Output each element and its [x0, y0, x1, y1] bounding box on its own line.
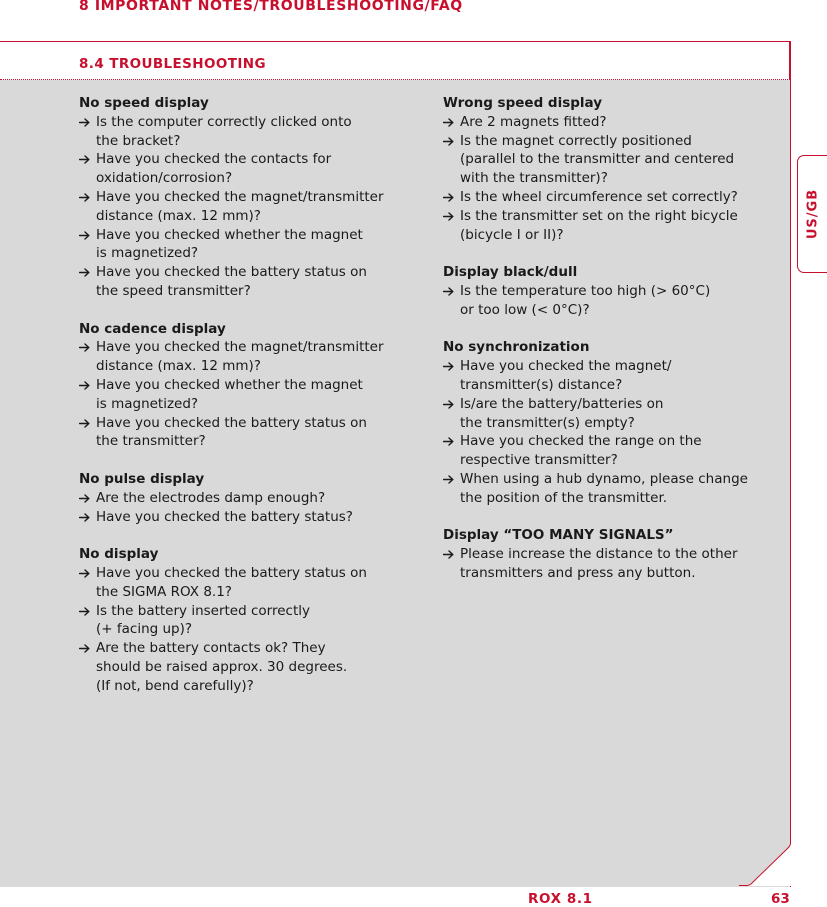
item-text-line: Is/are the battery/batteries on	[460, 395, 664, 412]
troubleshooting-group	[443, 263, 773, 319]
troubleshooting-group	[443, 94, 773, 244]
item-text-line: Are 2 magnets fitted?	[460, 113, 607, 130]
arrow-right-icon	[79, 188, 93, 206]
item-text-line: is magnetized?	[96, 245, 199, 262]
item-text-line: Have you checked whether the magnet	[96, 376, 363, 393]
item-text-line: the transmitter?	[96, 433, 206, 450]
arrow-right-icon	[443, 282, 457, 300]
item-text-line: Is the magnet correctly positioned	[460, 132, 692, 149]
group-title: No speed display	[79, 95, 209, 111]
group-title: No pulse display	[79, 470, 205, 487]
arrow-right-icon	[79, 508, 93, 526]
item-text-line: or too low (< 0°C)?	[460, 301, 590, 318]
item-text-line: transmitters and press any button.	[460, 564, 696, 581]
checklist-item	[79, 150, 409, 188]
item-text-line: When using a hub dynamo, please change	[460, 470, 748, 487]
page-number: 63	[771, 891, 790, 907]
arrow-right-icon	[443, 113, 457, 131]
checklist-item	[79, 338, 409, 376]
item-text-line: the SIGMA ROX 8.1?	[96, 583, 232, 600]
item-text-line: the position of the transmitter.	[460, 489, 668, 506]
arrow-right-icon	[79, 263, 93, 281]
arrow-right-icon	[443, 470, 457, 488]
item-text-line: Have you checked the contacts for	[96, 151, 332, 168]
arrow-right-icon	[79, 338, 93, 356]
checklist-item	[79, 414, 409, 452]
item-text-line: is magnetized?	[96, 395, 199, 412]
group-title: No cadence display	[79, 320, 226, 337]
item-text-line: Is the wheel circumference set correctly?	[460, 188, 738, 205]
item-text-line: Is the temperature too high (> 60°C)	[460, 282, 711, 299]
arrow-right-icon	[79, 639, 93, 657]
item-text-line: Please increase the distance to the other	[460, 546, 738, 563]
checklist-item	[443, 113, 773, 132]
checklist-item	[443, 132, 773, 188]
troubleshooting-group	[443, 526, 773, 582]
checklist-item	[443, 432, 773, 470]
item-text-line: Is the transmitter set on the right bicycle	[460, 207, 738, 224]
arrow-right-icon	[443, 132, 457, 150]
item-text-line: transmitter(s) distance?	[460, 376, 623, 393]
item-text-line: distance (max. 12 mm)?	[96, 207, 261, 224]
item-text-line: (If not, bend carefully)?	[96, 677, 254, 694]
group-title: Display black/dull	[443, 264, 578, 281]
checklist-item	[79, 602, 409, 640]
arrow-right-icon	[443, 545, 457, 563]
item-text-line: Have you checked the battery status on	[96, 564, 367, 581]
item-text-line: Have you checked whether the magnet	[96, 226, 363, 243]
arrow-right-icon	[443, 207, 457, 225]
chapter-title: 8 IMPORTANT NOTES/TROUBLESHOOTING/FAQ	[79, 0, 463, 14]
item-text-line: Have you checked the magnet/transmitter	[96, 188, 384, 205]
checklist-item	[443, 395, 773, 433]
left-column	[79, 94, 409, 714]
checklist-item	[79, 226, 409, 264]
group-title: Wrong speed display	[443, 95, 603, 111]
checklist-item	[79, 376, 409, 414]
arrow-right-icon	[79, 602, 93, 620]
right-column	[443, 94, 773, 602]
checklist-item	[443, 282, 773, 320]
checklist-item	[79, 508, 409, 527]
item-text-line: Are the electrodes damp enough?	[96, 489, 326, 506]
checklist-item	[443, 545, 773, 583]
item-text-line: the transmitter(s) empty?	[460, 414, 635, 431]
item-text-line: oxidation/corrosion?	[96, 170, 233, 187]
troubleshooting-group	[79, 470, 409, 526]
checklist-item	[443, 188, 773, 207]
checklist-item	[79, 188, 409, 226]
item-text-line: Have you checked the range on the	[460, 433, 702, 450]
troubleshooting-group	[443, 338, 773, 507]
item-text-line: Have you checked the battery status?	[96, 508, 353, 525]
panel-corner-cut	[739, 836, 791, 886]
language-tab[interactable]	[797, 155, 827, 273]
group-title: No display	[79, 546, 159, 563]
checklist-item	[443, 470, 773, 508]
checklist-item	[79, 263, 409, 301]
item-text-line: respective transmitter?	[460, 452, 618, 469]
checklist-item	[79, 113, 409, 151]
item-text-line: Are the battery contacts ok? They	[96, 640, 326, 657]
arrow-right-icon	[79, 489, 93, 507]
arrow-right-icon	[79, 150, 93, 168]
item-text-line: distance (max. 12 mm)?	[96, 358, 261, 375]
group-title: No synchronization	[443, 339, 590, 356]
footer-product-name: ROX 8.1	[528, 891, 593, 907]
arrow-right-icon	[79, 376, 93, 394]
item-text-line: should be raised approx. 30 degrees.	[96, 658, 348, 675]
arrow-right-icon	[443, 188, 457, 206]
troubleshooting-group	[79, 320, 409, 452]
arrow-right-icon	[79, 414, 93, 432]
checklist-item	[79, 489, 409, 508]
troubleshooting-group	[79, 545, 409, 695]
section-title: 8.4 TROUBLESHOOTING	[79, 56, 266, 72]
item-text-line: Have you checked the battery status on	[96, 414, 367, 431]
arrow-right-icon	[79, 226, 93, 244]
item-text-line: Have you checked the battery status on	[96, 264, 367, 281]
arrow-right-icon	[443, 357, 457, 375]
language-tab-label: US/GB	[805, 188, 820, 240]
item-text-line: the speed transmitter?	[96, 282, 251, 299]
troubleshooting-group	[79, 94, 409, 301]
arrow-right-icon	[443, 432, 457, 450]
checklist-item	[443, 207, 773, 245]
item-text-line: (bicycle I or II)?	[460, 226, 564, 243]
item-text-line: Have you checked the magnet/	[460, 358, 672, 375]
item-text-line: Have you checked the magnet/transmitter	[96, 339, 384, 356]
arrow-right-icon	[443, 395, 457, 413]
arrow-right-icon	[79, 564, 93, 582]
checklist-item	[443, 357, 773, 395]
item-text-line: (parallel to the transmitter and centered	[460, 151, 735, 168]
item-text-line: Is the battery inserted correctly	[96, 602, 310, 619]
item-text-line: with the transmitter)?	[460, 170, 608, 187]
item-text-line: the bracket?	[96, 132, 181, 149]
checklist-item	[79, 639, 409, 695]
arrow-right-icon	[79, 113, 93, 131]
checklist-item	[79, 564, 409, 602]
group-title: Display “TOO MANY SIGNALS”	[443, 527, 674, 544]
item-text-line: (+ facing up)?	[96, 621, 193, 638]
item-text-line: Is the computer correctly clicked onto	[96, 113, 352, 130]
